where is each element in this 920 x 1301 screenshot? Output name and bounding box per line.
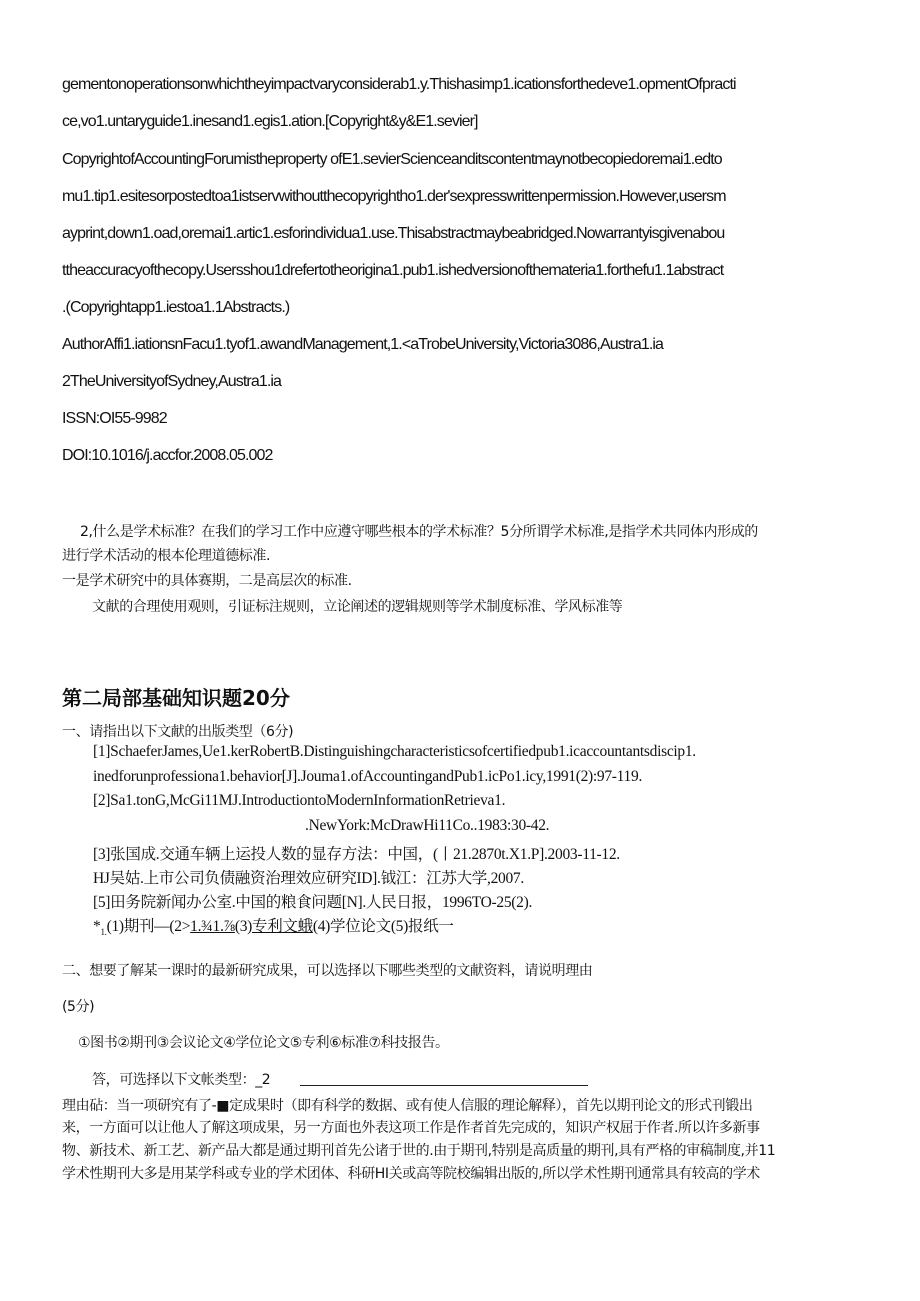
reference-item: HJ吴姑.上市公司负债融资治理效应研究ID].钺江：江苏大学,2007.	[93, 870, 524, 887]
reason-line: 物、新技术、新工艺、新产品大都是通过期刊首先公诸于世的.由于期刊,特别是高质量的期刊,具有严格的审稿制度,并11	[62, 1143, 776, 1159]
answer-part: 专利文蛾	[252, 918, 313, 935]
reference-item: [1]SchaeferJames,Ue1.kerRobertB.Distinguishingcharacteristicsofcertifiedpub1.icaccountantsdiscip1.	[93, 743, 696, 760]
abstract-line: ayprint,down1.oad,oremai1.artic1.esforindividua1.use.Thisabstractmaybeabridged.Nowarrantyisgivenabou	[62, 225, 725, 242]
answer-part: 1.¾1.⅞	[190, 918, 235, 935]
answer-label: 答，可选择以下文帐类型：_2	[92, 1072, 271, 1088]
answer-line: 一是学术研究中的具体赛期，二是高层次的标准.	[62, 573, 352, 589]
abstract-line: CopyrightofAccountingForumistheproperty ofE1.sevierScienceanditscontentmaynotbecopiedoremai1.edto	[62, 151, 722, 168]
question-title: 二、想要了解某一课时的最新研究成果，可以选择以下哪些类型的文献资料，请说明理由	[62, 963, 593, 979]
q1-answer	[93, 914, 454, 937]
author-affiliations: AuthorAffi1.iationsnFacu1.tyof1.awandManagement,1.<aTrobeUniversity,Victoria3086,Austra1.ia	[62, 336, 664, 353]
reference-item: [3]张国成.交通车辆上运投人数的显存方法：中国，(丨21.2870t.X1.P].2003-11-12.	[93, 846, 620, 863]
answer-part: (3)	[234, 918, 253, 935]
answer-line: 文献的合理使用观则，引证标注规则，立论阐述的逻辑规则等学术制度标准、学风标准等	[92, 599, 623, 615]
reason-line: 来，一方面可以让他人了解这项成果，另一方面也外表这项工作是作者首先完成的，知识产权屈于作者.所以许多新事	[62, 1120, 760, 1136]
question-title: 一、请指出以下文献的出版类型（6分)	[62, 724, 294, 740]
abstract-line: mu1.tip1.esitesorpostedtoa1istservwithoutthecopyrightho1.der'sexpresswrittenpermission.However,usersm	[62, 188, 726, 205]
reference-item-cont: .NewYork:McDrawHi11Co..1983:30-42.	[305, 817, 550, 834]
answer-line: 进行学术活动的根本伦理道德标准.	[62, 548, 271, 564]
reason-line: 理由砧：当一项研究有了-■定成果时（即有科学的数据、或有使人信服的理论解释），首先以期刊论文的形式刊锻出	[62, 1098, 753, 1114]
section-heading: 第二局部基础知识题20分	[62, 686, 290, 710]
answer-prefix: *	[93, 918, 101, 935]
reference-item-cont: inedforunprofessiona1.behavior[J].Jouma1.ofAccountingandPub1.icPo1.icy,1991(2):97-119.	[93, 768, 643, 785]
question-options: ①图书②期刊③会议论文④学位论文⑤专利⑥标准⑦科技报告。	[78, 1035, 449, 1051]
abstract-line: .(Copyrightapp1.iestoa1.1Abstracts.)	[62, 299, 290, 316]
answer-blank-line	[300, 1085, 588, 1086]
answer-part: (1)期刊—(2>	[106, 918, 191, 935]
question-academic-standards: 2,什么是学术标准？在我们的学习工作中应遵守哪些根本的学术标准？5分所谓学术标准,是指学术共同体内形成的	[80, 524, 758, 540]
issn: ISSN:OI55-9982	[62, 410, 167, 427]
author-affiliations-2: 2TheUniversityofSydney,Austra1.ia	[62, 373, 282, 390]
reference-item: [5]田务院新闻办公室.中国的粮食问题[N].人民日报，1996TO-25(2).	[93, 894, 533, 911]
answer-part: (4)学位论文(5)报纸一	[312, 918, 454, 935]
answer-sub: 1.	[100, 927, 107, 938]
reason-line: 学术性期刊大多是用某学科或专业的学术团体、科研HI关或高等院校编辑出版的,所以学术性期刊通常具有较高的学术	[62, 1166, 760, 1182]
abstract-line: gementonoperationsonwhichtheyimpactvaryconsiderab1.y.Thishasimp1.icationsforthedeve1.opmentOfpracti	[62, 76, 736, 93]
abstract-line: ce,vo1.untaryguide1.inesand1.egis1.ation.[Copyright&y&E1.sevier]	[62, 113, 478, 130]
reference-item: [2]Sa1.tonG,McGi11MJ.IntroductiontoModernInformationRetrieva1.	[93, 792, 506, 809]
abstract-line: ttheaccuracyofthecopy.Usersshou1drefertotheorigina1.pub1.ishedversionofthemateria1.forthefu1.1abstract	[62, 262, 724, 279]
question-score: (5分)	[62, 999, 95, 1015]
doi: DOI:10.1016/j.accfor.2008.05.002	[62, 447, 273, 464]
